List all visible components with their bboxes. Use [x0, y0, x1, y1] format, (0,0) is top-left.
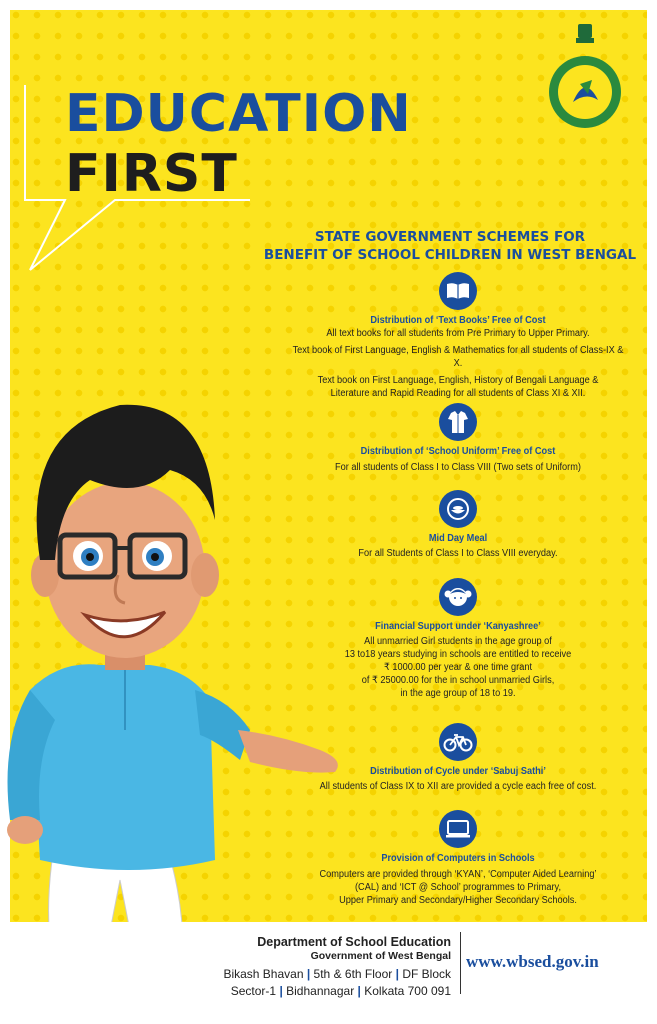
- address-building: Bikash Bhavan: [223, 967, 304, 981]
- scheme-title: Distribution of ‘School Uniform’ Free of Cost: [360, 446, 556, 457]
- scheme-line: All text books for all students from Pre Primary to Upper Primary.: [326, 328, 590, 339]
- separator: |: [357, 984, 361, 998]
- scheme-title: Provision of Computers in Schools: [381, 853, 535, 864]
- heading-line-2: BENEFIT OF SCHOOL CHILDREN IN WEST BENGAL: [263, 247, 637, 263]
- address-city: Kolkata 700 091: [364, 984, 451, 998]
- scheme-line: All students of Class IX to XII are provided a cycle each free of cost.: [319, 781, 597, 792]
- poster-title: [65, 84, 412, 204]
- scheme-line: 13 to18 years studying in schools are entitled to receive: [344, 649, 572, 660]
- department-name: [257, 935, 451, 963]
- scheme-line: (CAL) and ‘ICT @ School’ programmes to Primary,: [354, 882, 561, 893]
- uniform-icon: [439, 403, 477, 441]
- address-line-2: [223, 983, 451, 1000]
- government-name: Government of West Bengal: [310, 950, 451, 962]
- separator: |: [395, 967, 399, 981]
- address-block: [223, 966, 451, 1000]
- scheme-title: Distribution of ‘Text Books’ Free of Cost: [370, 315, 546, 326]
- computer-icon: [439, 810, 477, 848]
- address-sector: Sector-1: [230, 984, 277, 998]
- scheme-line: Literature and Rapid Reading for all students of Class XI & XII.: [330, 388, 586, 399]
- title-line-2: FIRST: [65, 144, 238, 204]
- scheme-line: All unmarried Girl students in the age group of: [364, 636, 552, 647]
- scheme-line: Text book on First Language, English, History of Bengali Language &: [317, 375, 599, 386]
- scheme-line: Upper Primary and Secondary/Higher Secondary Schools.: [339, 895, 577, 906]
- website-link[interactable]: www.wbsed.gov.in: [466, 952, 599, 971]
- address-line-1: [223, 966, 451, 983]
- scheme-line: Text book of First Language, English & Mathematics for all students of Class-IX & X.: [292, 345, 624, 369]
- girl-icon: [439, 578, 477, 616]
- scheme-line: For all students of Class I to Class VIII (Two sets of Uniform): [335, 462, 581, 473]
- scheme-line: in the age group of 18 to 19.: [400, 688, 516, 699]
- meal-icon: [439, 490, 477, 528]
- scheme-line: Computers are provided through ‘KYAN’, ‘Computer Aided Learning’: [319, 869, 597, 880]
- separator: |: [279, 984, 283, 998]
- heading-line-1: STATE GOVERNMENT SCHEMES FOR: [314, 229, 586, 245]
- scheme-line: For all Students of Class I to Class VIII everyday.: [358, 548, 558, 559]
- west-bengal-emblem-logo: [540, 22, 630, 132]
- department-title: Department of School Education: [257, 935, 451, 949]
- scheme-title: Distribution of Cycle under ‘Sabuj Sathi’: [370, 766, 546, 777]
- address-area: Bidhannagar: [286, 984, 355, 998]
- schemes-heading: [260, 228, 640, 264]
- title-line-1: EDUCATION: [65, 84, 412, 144]
- cycle-icon: [439, 723, 477, 761]
- book-icon: [439, 272, 477, 310]
- address-floor: 5th & 6th Floor: [313, 967, 393, 981]
- scheme-line: ₹ 1000.00 per year & one time grant: [383, 662, 533, 673]
- footer-divider: [460, 932, 461, 994]
- address-block-name: DF Block: [402, 967, 451, 981]
- scheme-title: Financial Support under ‘Kanyashree’: [375, 621, 541, 632]
- scheme-title: Mid Day Meal: [428, 533, 488, 544]
- separator: |: [306, 967, 311, 981]
- scheme-line: of ₹ 25000.00 for the in school unmarried Girls,: [361, 675, 555, 686]
